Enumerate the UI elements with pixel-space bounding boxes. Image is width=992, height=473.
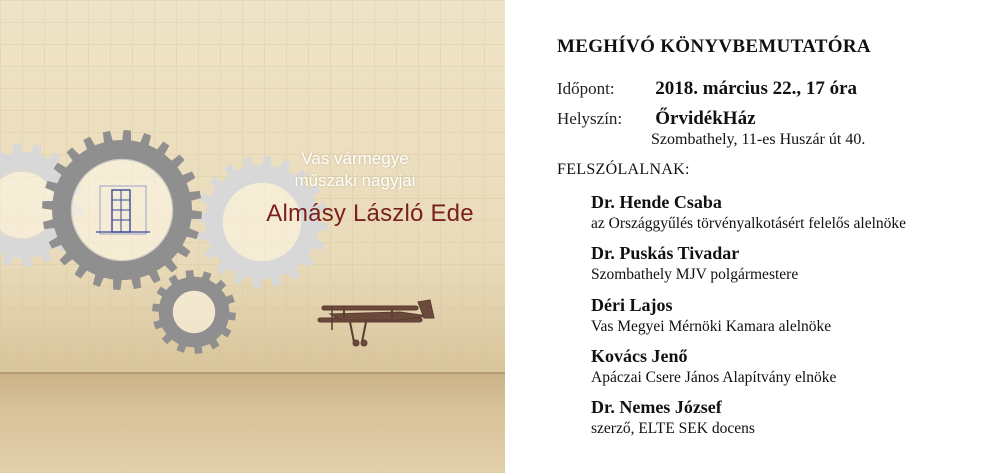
speaker-item [591,192,906,233]
cover-subtitle-line2: műszaki nagyjai [294,171,416,190]
time-row [557,78,857,100]
speaker-item [591,346,836,387]
speaker-role: Vas Megyei Mérnöki Kamara alelnöke [591,318,832,335]
speaker-role: Apáczai Csere János Alapítvány elnöke [591,369,837,386]
cover-subtitle-line1: Vas vármegye [301,149,409,168]
cover-author: Almásy László Ede [266,200,474,227]
place-row [557,108,756,130]
place-label: Helyszín: [557,109,623,128]
speaker-item [591,295,831,336]
speaker-role: Szombathely MJV polgármestere [591,266,799,283]
speaker-role: szerző, ELTE SEK docens [591,420,755,437]
speaker-item [591,243,798,284]
speaker-name: Dr. Hende Csaba [591,192,722,212]
speaker-role: az Országgyűlés törvényalkotásért felelős alelnöke [591,215,907,232]
time-value: 2018. március 22., 17 óra [655,78,858,99]
speakers-heading: FELSZÓLALNAK: [557,161,690,178]
invitation-text [505,0,992,473]
place-value: ŐrvidékHáz [655,108,756,129]
place-address: Szombathely, 11-es Huszár út 40. [651,131,866,148]
gear-icon [152,270,236,354]
speaker-item [591,397,755,438]
invitation-title: MEGHÍVÓ KÖNYVBEMUTATÓRA [557,36,871,57]
speaker-name: Kovács Jenő [591,346,688,366]
speaker-name: Dr. Puskás Tivadar [591,243,740,263]
biplane-icon [318,300,434,346]
time-label: Időpont: [557,79,615,98]
cover-subtitle [240,148,470,192]
speaker-name: Déri Lajos [591,295,673,315]
speaker-name: Dr. Nemes József [591,397,722,417]
